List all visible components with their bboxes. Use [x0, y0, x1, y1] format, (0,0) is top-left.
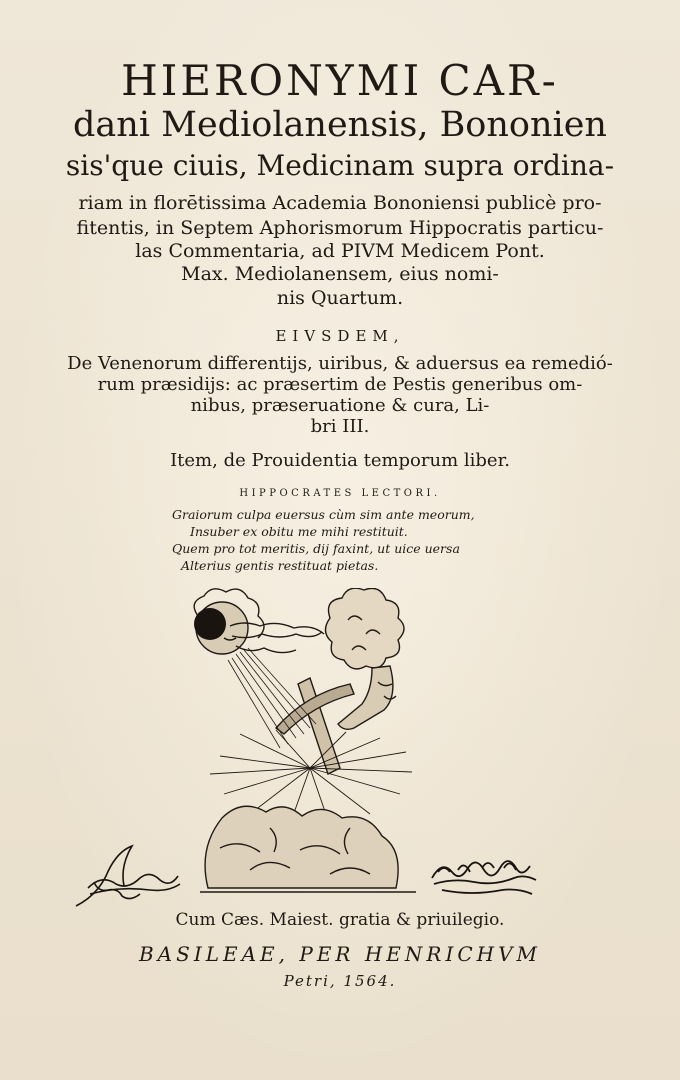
- description-line-2: fitentis, in Septem Aphorismorum Hippocratis particu-: [76, 217, 604, 239]
- description-line-3: las Commentaria, ad PIVM Medicem Pont.: [135, 240, 545, 262]
- title-line-2: dani Mediolanensis, Bononien: [73, 105, 607, 145]
- venenorum-line-4: bri III.: [310, 416, 370, 437]
- title-line-1: HIERONYMI CAR-: [121, 56, 559, 105]
- description-line-4: Max. Mediolanensem, eius nomi-: [181, 263, 499, 285]
- description-line-1: riam in florētissima Academia Bononiensi publicè pro-: [78, 192, 602, 214]
- epigram-line-3: Quem pro tot meritis, dij faxint, ut uice uersa: [172, 541, 460, 556]
- title-line-3: sis'que ciuis, Medicinam supra ordina-: [65, 149, 615, 182]
- epigram-heading: HIPPOCRATES LECTORI.: [239, 488, 441, 499]
- eiusdem-heading: EIVSDEM,: [275, 327, 405, 345]
- epigram-line-2: Insuber ex obitu me mihi restituit.: [190, 524, 408, 539]
- cloud-arm-icon: [325, 588, 404, 729]
- description-line-5: nis Quartum.: [276, 287, 404, 309]
- venenorum-line-1: De Venenorum differentijs, uiribus, & aduersus ea remedió-: [67, 353, 613, 374]
- venenorum-line-3: nibus, præseruatione & cura, Li-: [190, 395, 490, 416]
- epigram-line-4: Alterius gentis restituat pietas.: [181, 558, 379, 573]
- prouidentia-line: Item, de Prouidentia temporum liber.: [170, 450, 510, 471]
- handwritten-signature-left: [68, 836, 188, 916]
- handwritten-signature-right: [424, 846, 544, 906]
- printers-device-woodcut: [180, 588, 440, 908]
- privilege-line: Cum Cæs. Maiest. gratia & priuilegio.: [175, 910, 505, 930]
- epigram-line-1: Graiorum culpa euersus cùm sim ante meorum,: [172, 507, 475, 522]
- venenorum-line-2: rum præsidijs: ac præsertim de Pestis generibus om-: [97, 374, 583, 395]
- rock-icon: [200, 806, 416, 892]
- imprint-line-1: BASILEAE, PER HENRICHVM: [138, 942, 542, 966]
- imprint-line-2: Petri, 1564.: [283, 972, 397, 990]
- ink-blot-icon: [194, 608, 226, 640]
